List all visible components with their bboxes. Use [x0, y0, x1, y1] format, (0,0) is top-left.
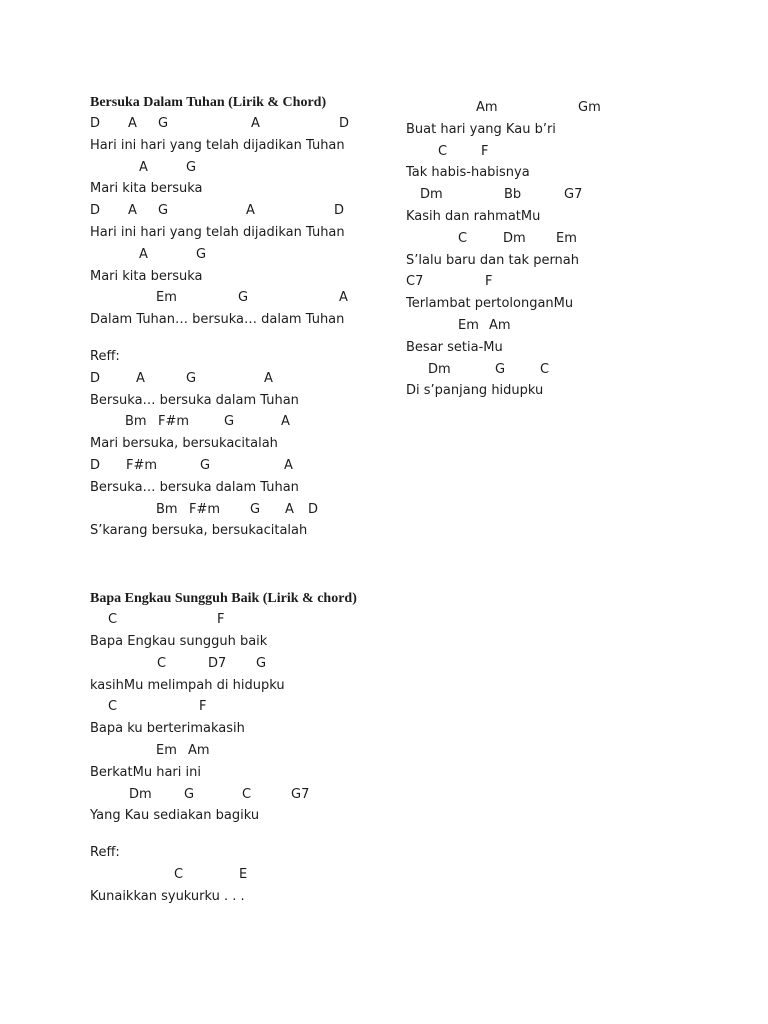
chord: C	[242, 786, 252, 802]
chord-line	[90, 157, 410, 179]
lyric-line: Bapa Engkau sungguh baik	[90, 633, 268, 649]
chord-line	[90, 200, 410, 222]
lyric-line: S’lalu baru dan tak pernah	[406, 252, 580, 268]
chord: C	[458, 230, 468, 246]
chord: A	[128, 203, 137, 219]
chord: A	[339, 290, 348, 306]
chord: D	[90, 116, 101, 131]
chord-line	[406, 359, 726, 381]
chord: D	[339, 116, 350, 131]
chord: D7	[208, 655, 227, 671]
chord: A	[246, 203, 255, 219]
chord: G	[158, 203, 169, 219]
right-column	[406, 97, 726, 402]
lyric-line: Kasih dan rahmatMu	[406, 208, 541, 224]
lyric-line: Hari ini hari yang telah dijadikan Tuhan	[90, 224, 345, 240]
chord-line	[406, 184, 726, 206]
chord: G	[256, 655, 267, 671]
chord: G	[495, 361, 506, 377]
chord: F#m	[158, 414, 190, 430]
chord: C	[438, 143, 448, 159]
lyric-line: Di s’panjang hidupku	[406, 383, 544, 399]
lyric-line: Hari ini hari yang telah dijadikan Tuhan	[90, 137, 345, 153]
chord: G	[224, 414, 235, 430]
lyric-line: kasihMu melimpah di hidupku	[90, 677, 285, 693]
song-title: Bapa Engkau Sungguh Baik (Lirik & chord)	[90, 591, 357, 607]
lyric-line: Buat hari yang Kau b’ri	[406, 121, 556, 137]
chord: C	[174, 866, 184, 882]
chord: Bm	[156, 501, 178, 517]
chord: G	[200, 457, 211, 473]
lyric-line: BerkatMu hari ini	[90, 764, 201, 780]
reff-label: Reff:	[90, 845, 120, 861]
chord: F	[485, 274, 493, 290]
chord: D	[90, 457, 101, 473]
chord-line	[90, 113, 410, 135]
lyric-line: Mari bersuka, bersukacitalah	[90, 436, 278, 452]
chord: Am	[188, 742, 210, 758]
lyric-line: Kunaikkan syukurku . . .	[90, 888, 245, 904]
lyric-line: Bersuka… bersuka dalam Tuhan	[90, 479, 299, 495]
chord: G	[186, 159, 197, 175]
lyric-line: S’karang bersuka, bersukacitalah	[90, 523, 308, 539]
chord: A	[281, 414, 290, 430]
chord-line	[90, 287, 410, 309]
chord: C	[108, 699, 118, 715]
chord: Em	[156, 290, 177, 306]
chord-line	[406, 271, 726, 293]
chord: Bb	[504, 187, 522, 203]
chord: G	[238, 290, 249, 306]
chord: C	[108, 612, 118, 628]
chord: G7	[291, 786, 310, 802]
chord-line	[90, 455, 410, 477]
chord: F#m	[189, 501, 221, 517]
chord-line	[90, 784, 410, 806]
lyric-line: Besar setia-Mu	[406, 339, 503, 355]
chord: A	[139, 246, 148, 262]
lyric-line: Tak habis-habisnya	[406, 165, 530, 181]
chord-line	[406, 141, 726, 163]
chord: A	[284, 457, 293, 473]
lyric-line: Bersuka… bersuka dalam Tuhan	[90, 392, 299, 408]
chord: D	[90, 203, 101, 219]
chord: A	[251, 116, 260, 131]
chord: A	[139, 159, 148, 175]
song-bapa-engkau-sungguh-baik	[90, 588, 410, 907]
chord-line	[90, 368, 410, 390]
chord: Dm	[428, 361, 451, 377]
lyric-line: Mari kita bersuka	[90, 181, 203, 197]
chord: C7	[406, 274, 424, 290]
lyric-line: Mari kita bersuka	[90, 268, 203, 284]
lyric-line: Bapa ku berterimakasih	[90, 721, 245, 737]
chord-line	[406, 315, 726, 337]
chord: G	[184, 786, 195, 802]
chord: F	[199, 699, 207, 715]
chord: F#m	[126, 457, 158, 473]
chord-line	[90, 864, 410, 886]
chord: A	[128, 116, 137, 131]
chord: F	[481, 143, 489, 159]
chord-line	[406, 228, 726, 250]
chord: E	[239, 866, 248, 882]
chord: Em	[556, 230, 577, 246]
lyric-line: Dalam Tuhan… bersuka… dalam Tuhan	[90, 312, 345, 328]
chord: Dm	[129, 786, 152, 802]
chord: A	[264, 370, 273, 386]
song-title: Bersuka Dalam Tuhan (Lirik & Chord)	[90, 95, 327, 110]
chord: C	[540, 361, 550, 377]
chord: D	[308, 501, 319, 517]
chord: Dm	[420, 187, 443, 203]
chord-line	[406, 97, 726, 119]
left-column	[90, 92, 410, 908]
chord: A	[285, 501, 294, 517]
chord: Am	[476, 100, 498, 115]
chord: Gm	[578, 100, 601, 115]
chord: G	[250, 501, 261, 517]
chord-line	[90, 499, 410, 521]
chord-line	[90, 609, 410, 631]
chord: Dm	[503, 230, 526, 246]
chord: D	[334, 203, 345, 219]
chord: C	[157, 655, 167, 671]
chord-line	[90, 696, 410, 718]
chord-line	[90, 740, 410, 762]
chord-line	[90, 411, 410, 433]
chord: G	[158, 116, 169, 131]
chord: Bm	[125, 414, 147, 430]
chord-line	[90, 653, 410, 675]
chord: F	[217, 612, 225, 628]
chord: D	[90, 370, 101, 386]
lyric-line: Yang Kau sediakan bagiku	[90, 808, 260, 824]
chord: G7	[564, 187, 583, 203]
chord: G	[196, 246, 207, 262]
chord: Am	[489, 317, 511, 333]
chord: Em	[458, 317, 479, 333]
chord: A	[136, 370, 145, 386]
reff-label: Reff:	[90, 348, 120, 364]
song-bersuka-dalam-tuhan	[90, 92, 410, 542]
chord: Em	[156, 742, 177, 758]
chord: G	[186, 370, 197, 386]
lyric-line: Terlambat pertolonganMu	[406, 296, 574, 312]
chord-line	[90, 244, 410, 266]
